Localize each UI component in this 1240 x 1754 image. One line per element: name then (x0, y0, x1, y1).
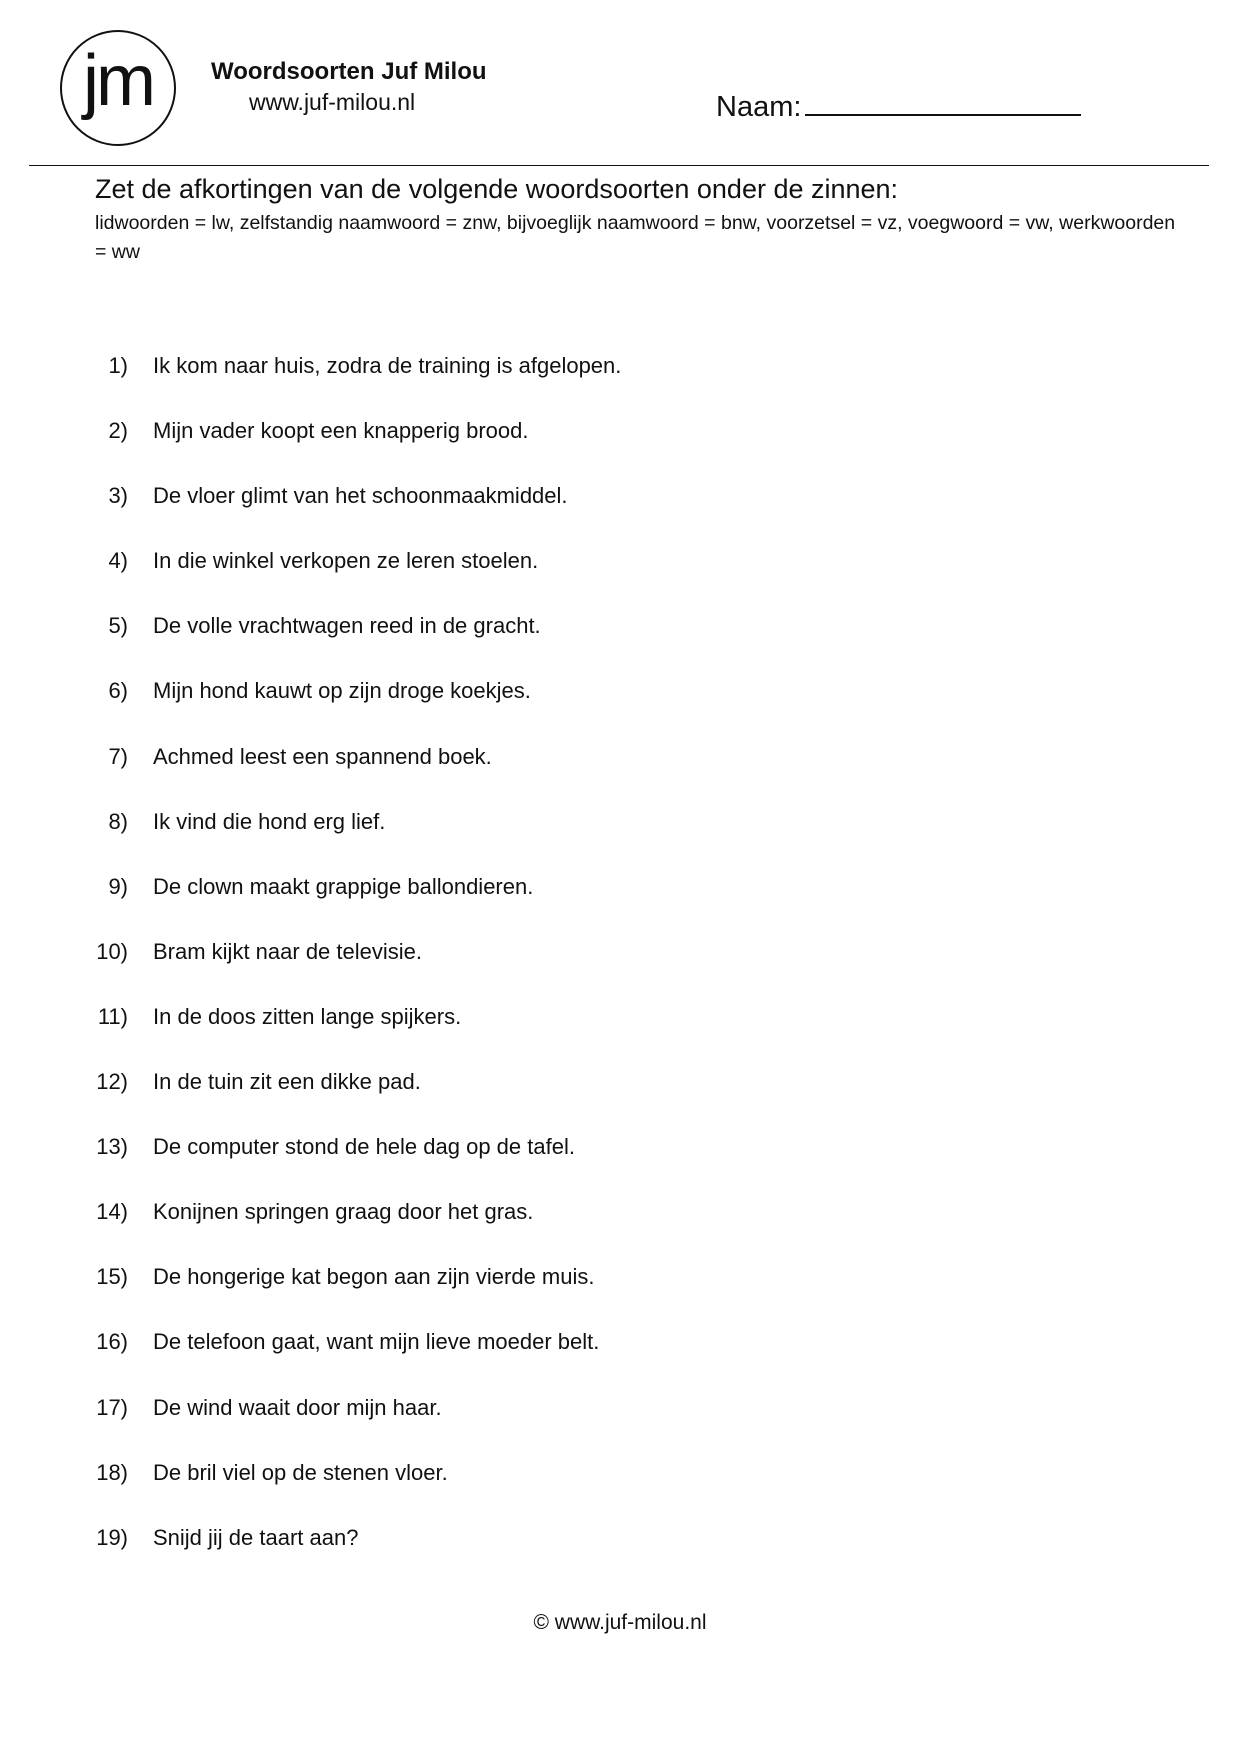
logo-text: jm (83, 41, 153, 121)
exercise-number: 1) (108, 353, 128, 378)
exercise-item (0, 1069, 1240, 1134)
exercise-item (0, 874, 1240, 939)
exercise-sentence: De wind waait door mijn haar. (153, 1394, 442, 1420)
exercise-number: 9) (108, 873, 128, 899)
exercise-number: 14) (96, 1199, 128, 1225)
exercise-sentence: In de tuin zit een dikke pad. (153, 1069, 421, 1095)
exercise-item (0, 1134, 1240, 1199)
exercise-item (0, 1199, 1240, 1264)
exercise-item (0, 548, 1240, 613)
exercise-sentence: De hongerige kat begon aan zijn vierde muis. (153, 1264, 595, 1290)
exercise-sentence: Achmed leest een spannend boek. (153, 743, 492, 769)
exercise-item (0, 1395, 1240, 1460)
abbreviation-legend: lidwoorden = lw, zelfstandig naamwoord = znw, bijvoeglijk naamwoord = bnw, voorzetsel = vz, voegwoord = vw, werkwoorden = ww (95, 212, 1176, 263)
exercise-sentence: De bril viel op de stenen vloer. (153, 1459, 448, 1485)
worksheet-title: Woordsoorten Juf Milou (211, 58, 487, 85)
exercise-list (0, 353, 1240, 1590)
exercise-sentence: In de doos zitten lange spijkers. (153, 1003, 462, 1029)
exercise-item (0, 418, 1240, 483)
name-label: Naam: (716, 91, 802, 123)
exercise-item (0, 678, 1240, 743)
exercise-number: 5) (108, 613, 128, 639)
exercise-item (0, 1264, 1240, 1329)
exercise-item (0, 353, 1240, 418)
exercise-number: 13) (96, 1134, 128, 1160)
exercise-number: 17) (96, 1394, 128, 1420)
exercise-number: 12) (96, 1069, 128, 1095)
exercise-item (0, 613, 1240, 678)
exercise-number: 10) (96, 938, 128, 964)
exercise-number: 11) (97, 1003, 128, 1029)
exercise-item (0, 1525, 1240, 1590)
exercise-sentence: Konijnen springen graag door het gras. (153, 1199, 534, 1225)
footer-copyright: © www.juf-milou.nl (533, 1611, 707, 1634)
exercise-sentence: Ik kom naar huis, zodra de training is afgelopen. (153, 353, 622, 378)
exercise-item (0, 809, 1240, 874)
exercise-sentence: De telefoon gaat, want mijn lieve moeder belt. (153, 1329, 600, 1355)
instruction-heading: Zet de afkortingen van de volgende woordsoorten onder de zinnen: (95, 174, 899, 204)
exercise-number: 18) (96, 1459, 128, 1485)
exercise-sentence: De vloer glimt van het schoonmaakmiddel. (153, 483, 568, 509)
name-field (716, 86, 1081, 124)
exercise-item (0, 483, 1240, 548)
exercise-item (0, 1460, 1240, 1525)
exercise-item (0, 1329, 1240, 1394)
exercise-sentence: Ik vind die hond erg lief. (153, 808, 386, 834)
exercise-number: 4) (108, 548, 128, 574)
name-blank-line (805, 86, 1081, 116)
exercise-sentence: Bram kijkt naar de televisie. (153, 938, 422, 964)
exercise-number: 15) (96, 1264, 128, 1290)
exercise-item (0, 1004, 1240, 1069)
exercise-sentence: De volle vrachtwagen reed in de gracht. (153, 613, 541, 639)
exercise-item (0, 744, 1240, 809)
exercise-number: 16) (96, 1329, 128, 1355)
exercise-number: 8) (108, 808, 128, 834)
exercise-sentence: De computer stond de hele dag op de tafel. (153, 1134, 575, 1160)
exercise-number: 7) (108, 743, 128, 769)
exercise-sentence: Snijd jij de taart aan? (153, 1524, 359, 1550)
exercise-item (0, 939, 1240, 1004)
exercise-number: 2) (108, 418, 128, 444)
exercise-number: 6) (108, 678, 128, 704)
header-divider (29, 165, 1209, 166)
exercise-sentence: Mijn vader koopt een knapperig brood. (153, 418, 529, 444)
brand-url: www.juf-milou.nl (249, 89, 416, 115)
exercise-sentence: In die winkel verkopen ze leren stoelen. (153, 548, 539, 574)
exercise-number: 3) (108, 483, 128, 509)
exercise-sentence: Mijn hond kauwt op zijn droge koekjes. (153, 678, 531, 704)
exercise-sentence: De clown maakt grappige ballondieren. (153, 873, 534, 899)
exercise-number: 19) (96, 1524, 128, 1550)
juf-milou-logo (60, 30, 176, 146)
